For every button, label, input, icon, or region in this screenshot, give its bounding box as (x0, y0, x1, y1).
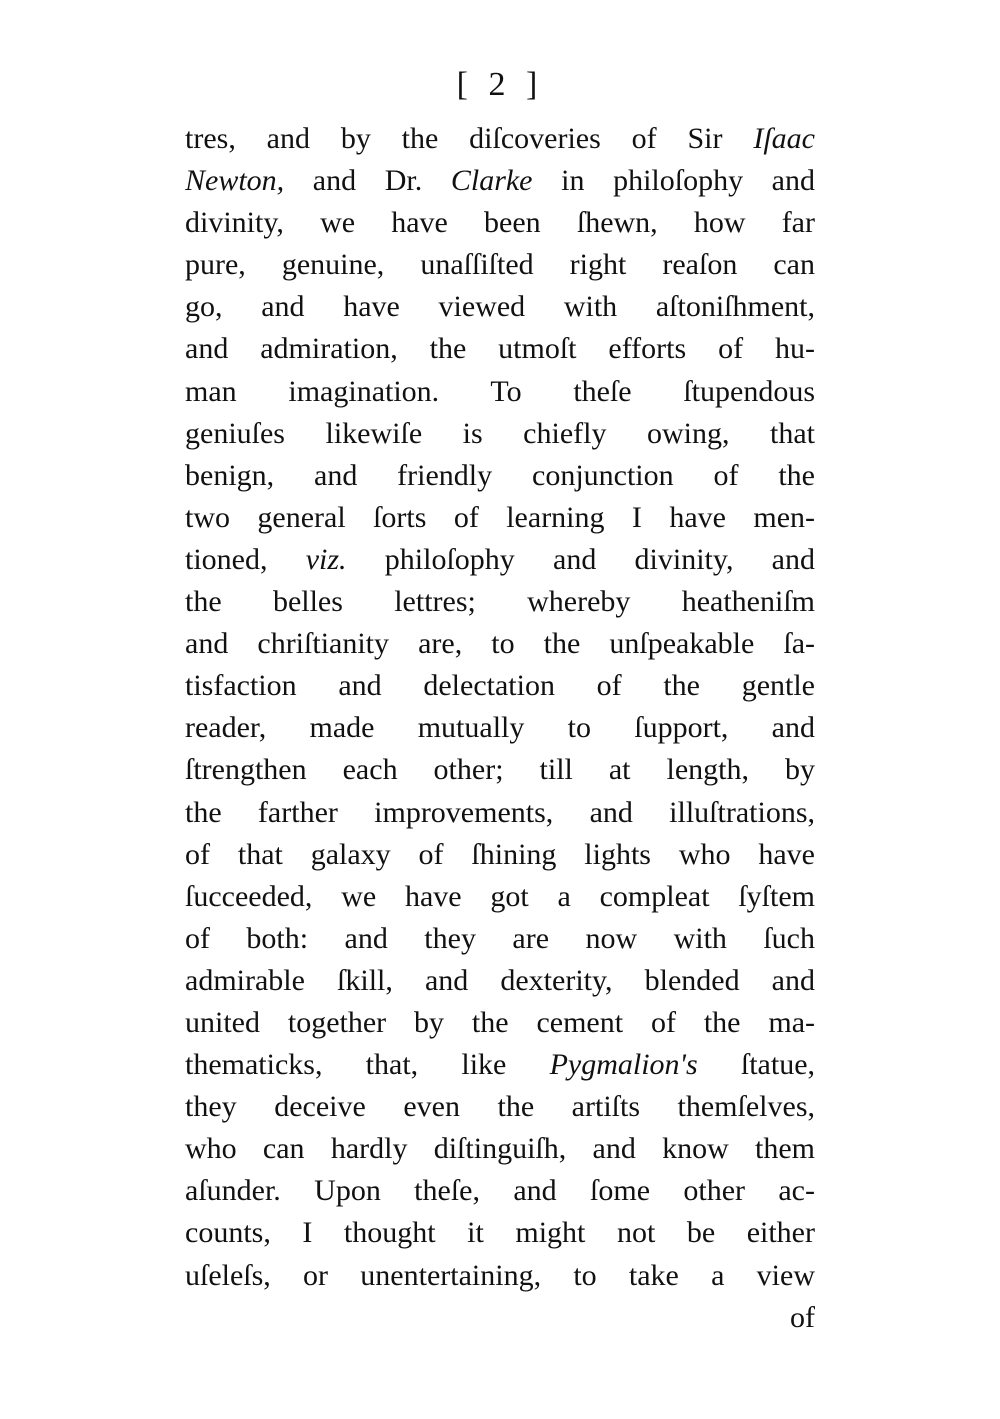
line-text: two general ſorts of learning I have men- (185, 500, 815, 534)
text-line (185, 834, 815, 876)
line-text: go, and have viewed with aſtoniſhment, (185, 290, 815, 324)
text-line (185, 1255, 815, 1297)
text-line (185, 371, 815, 413)
italic-text: Newton, (185, 164, 285, 198)
line-text: ſtatue, (697, 1048, 815, 1082)
text-line (185, 413, 815, 455)
line-text: united together by the cement of the ma- (185, 1005, 815, 1039)
line-text: counts, I thought it might not be either (185, 1216, 815, 1250)
line-text: who can hardly diſtinguiſh, and know them (185, 1132, 815, 1166)
text-line (185, 286, 815, 328)
line-text: of (790, 1300, 815, 1334)
line-text: philoſophy and divinity, and (346, 542, 815, 576)
line-text: and admiration, the utmoſt efforts of hu- (185, 332, 815, 366)
text-line (185, 1128, 815, 1170)
text-line (185, 455, 815, 497)
line-text: the farther improvements, and illuſtrations, (185, 795, 815, 829)
body-text (185, 118, 815, 1339)
text-line (185, 1170, 815, 1212)
text-line (185, 1044, 815, 1086)
line-text: of both: and they are now with ſuch (185, 921, 815, 955)
italic-text: Clarke (450, 164, 533, 198)
text-line (185, 665, 815, 707)
italic-text: viz. (305, 542, 347, 576)
line-text: they deceive even the artiſts themſelves, (185, 1090, 815, 1124)
text-line (185, 1086, 815, 1128)
text-line (185, 960, 815, 1002)
line-text: tioned, (185, 542, 306, 576)
italic-text: Iſaac (753, 122, 815, 155)
text-line (185, 792, 815, 834)
text-line (185, 749, 815, 791)
line-text: reader, made mutually to ſupport, and (185, 711, 815, 745)
text-line (185, 1002, 815, 1044)
line-text: ſtrengthen each other; till at length, by (185, 753, 815, 787)
line-text: of that galaxy of ſhining lights who have (185, 837, 815, 871)
line-text: the belles lettres; whereby heatheniſm (185, 585, 815, 619)
line-text: thematicks, that, like (185, 1048, 550, 1082)
text-line (185, 1297, 815, 1339)
text-line (185, 581, 815, 623)
text-line (185, 328, 815, 370)
line-text: pure, genuine, unaſſiſted right reaſon can (185, 248, 815, 282)
line-text: and Dr. (284, 164, 451, 198)
line-text: aſunder. Upon theſe, and ſome other ac- (185, 1174, 815, 1208)
line-text: man imagination. To theſe ſtupendous (185, 374, 815, 408)
line-text: and chriſtianity are, to the unſpeakable ſa- (185, 627, 815, 661)
line-text: admirable ſkill, and dexterity, blended and (185, 963, 815, 997)
text-line (185, 497, 815, 539)
text-line (185, 876, 815, 918)
line-text: benign, and friendly conjunction of the (185, 458, 815, 492)
line-text: uſeleſs, or unentertaining, to take a view (185, 1258, 815, 1292)
line-text: ſucceeded, we have got a compleat ſyſtem (185, 879, 815, 913)
line-text: tres, and by the diſcoveries of Sir (185, 122, 754, 155)
text-line (185, 118, 815, 160)
line-text: divinity, we have been ſhewn, how far (185, 206, 815, 240)
line-text: geniuſes likewiſe is chiefly owing, that (185, 416, 815, 450)
text-line (185, 623, 815, 665)
italic-text: Pygmalion's (549, 1048, 698, 1082)
page-number: [ 2 ] (456, 66, 544, 103)
text-line (185, 1212, 815, 1254)
text-line (185, 202, 815, 244)
text-line (185, 539, 815, 581)
line-text: in philoſophy and (532, 164, 815, 198)
line-text: tisfaction and delectation of the gentle (185, 669, 815, 703)
text-line (185, 918, 815, 960)
text-line (185, 707, 815, 749)
text-line (185, 244, 815, 286)
text-line (185, 160, 815, 202)
